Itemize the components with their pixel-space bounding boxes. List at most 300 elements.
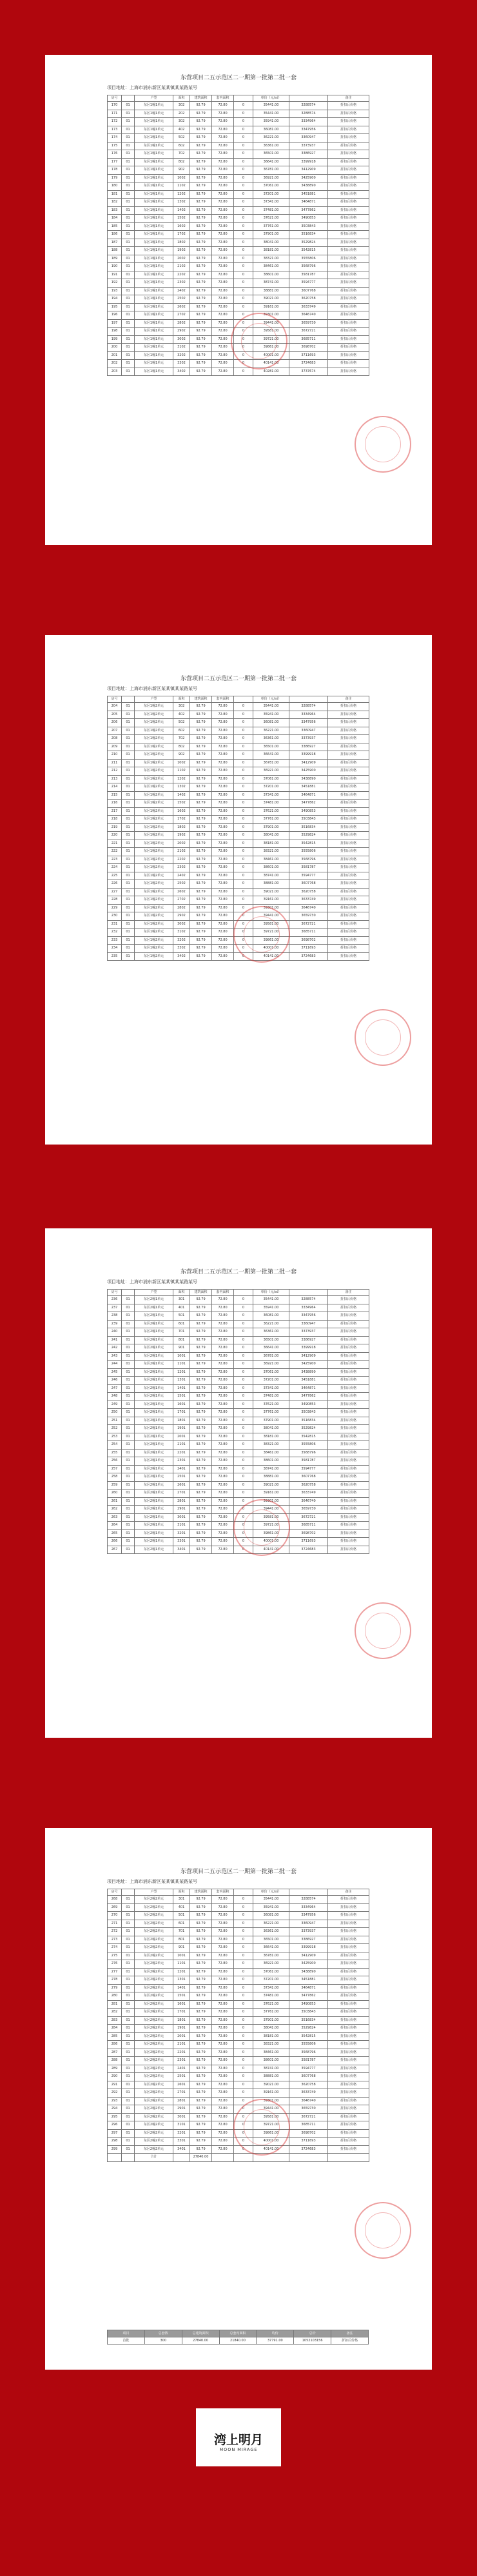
table-cell: 72.80: [212, 791, 234, 800]
table-cell: 272: [108, 1928, 122, 1936]
table-cell: 折扣后价格: [328, 1522, 369, 1530]
table-cell: 501: [173, 1912, 190, 1920]
table-cell: 72.80: [212, 1513, 234, 1522]
column-header: 房号: [108, 1290, 122, 1296]
table-cell: 72.80: [212, 102, 234, 110]
column-header: [234, 696, 253, 703]
table-cell: 72.80: [212, 1296, 234, 1304]
summary-value-cell: 27840.00: [182, 2337, 219, 2345]
table-cell: 92.79: [190, 1417, 212, 1425]
table-cell: 3201: [173, 1529, 190, 1538]
column-header: 户型: [135, 1889, 173, 1896]
table-cell: 折扣后价格: [328, 295, 369, 304]
table-cell: 92.79: [190, 1936, 212, 1944]
column-header: 建筑面积: [190, 1889, 212, 1896]
table-cell: 01: [122, 182, 135, 191]
table-cell: 3594777: [289, 872, 328, 880]
table-cell: 01: [122, 1944, 135, 1952]
table-cell: 37341.00: [253, 199, 289, 207]
table-cell: 72.80: [212, 239, 234, 247]
table-cell: 3101: [173, 1522, 190, 1530]
table-cell: 38181.00: [253, 840, 289, 848]
table-cell: 01: [122, 222, 135, 231]
summary-header-row: [108, 2330, 369, 2337]
table-cell: 3542815: [289, 247, 328, 255]
table-cell: 2801: [173, 2097, 190, 2105]
table-row: [108, 2032, 369, 2041]
table-cell: 3451881: [289, 1377, 328, 1385]
table-cell: 1401: [173, 1384, 190, 1393]
table-cell: 3698702: [289, 936, 328, 945]
table-row: [108, 1441, 369, 1450]
table-cell: 01: [122, 1896, 135, 1904]
table-cell: 72.80: [212, 335, 234, 344]
table-cell: 0: [234, 1952, 253, 1960]
table-cell: 27840.00: [190, 2154, 212, 2162]
table-cell: 01: [122, 206, 135, 215]
table-cell: 3724683: [289, 1546, 328, 1554]
table-cell: 3102: [173, 344, 190, 352]
table-cell: 东区1幢1单元: [135, 150, 173, 159]
table-cell: 38881.00: [253, 880, 289, 889]
table-cell: 39161.00: [253, 1490, 289, 1498]
table-cell: 92.79: [190, 279, 212, 288]
table-cell: 折扣后价格: [328, 823, 369, 832]
table-cell: 92.79: [190, 1896, 212, 1904]
table-cell: 72.80: [212, 1393, 234, 1401]
table-cell: 35441.00: [253, 110, 289, 118]
table-cell: 0: [234, 2129, 253, 2138]
table-cell: 东区2幢1单元: [135, 1497, 173, 1506]
table-cell: 01: [122, 239, 135, 247]
table-cell: 92.79: [190, 2113, 212, 2121]
table-cell: 0: [234, 848, 253, 856]
table-cell: 东区1幢1单元: [135, 182, 173, 191]
table-cell: 39441.00: [253, 1506, 289, 1514]
table-cell: 0: [234, 303, 253, 311]
table-cell: 36781.00: [253, 759, 289, 767]
table-cell: 01: [122, 2129, 135, 2138]
table-cell: 72.80: [212, 864, 234, 872]
table-cell: 3503843: [289, 2009, 328, 2017]
table-cell: 折扣后价格: [328, 2129, 369, 2138]
column-header: 套内面积: [212, 696, 234, 703]
table-cell: 3685711: [289, 929, 328, 937]
table-cell: 72.80: [212, 719, 234, 727]
table-cell: 东区2幢1单元: [135, 1409, 173, 1417]
table-cell: 01: [122, 199, 135, 207]
table-cell: 39861.00: [253, 344, 289, 352]
table-cell: 东区2幢1单元: [135, 1473, 173, 1482]
table-row: [108, 2073, 369, 2081]
table-cell: 01: [122, 2145, 135, 2154]
table-cell: 3288574: [289, 102, 328, 110]
table-cell: 东区2幢2单元: [135, 1952, 173, 1960]
table-cell: 92.79: [190, 775, 212, 783]
table-cell: 72.80: [212, 1920, 234, 1928]
table-cell: 0: [234, 239, 253, 247]
table-cell: 38881.00: [253, 287, 289, 295]
table-cell: 3685711: [289, 335, 328, 344]
table-cell: 72.80: [212, 1546, 234, 1554]
table-cell: 2302: [173, 279, 190, 288]
table-row: [108, 2041, 369, 2049]
table-cell: 241: [108, 1336, 122, 1344]
table-cell: 01: [122, 142, 135, 150]
table-cell: 801: [173, 1336, 190, 1344]
table-cell: 东区1幢1单元: [135, 102, 173, 110]
table-cell: 3568796: [289, 1449, 328, 1457]
table-cell: 3620758: [289, 888, 328, 896]
table-cell: 东区2幢1单元: [135, 1433, 173, 1441]
table-cell: 0: [234, 215, 253, 223]
table-cell: 38181.00: [253, 2032, 289, 2041]
table-cell: 401: [173, 1304, 190, 1312]
table-cell: 92.79: [190, 1976, 212, 1985]
table-cell: 3360947: [289, 1920, 328, 1928]
table-cell: 92.79: [190, 110, 212, 118]
table-cell: 2501: [173, 1473, 190, 1482]
table-cell: 278: [108, 1976, 122, 1985]
table-cell: 01: [122, 920, 135, 929]
table-cell: 东区1幢1单元: [135, 344, 173, 352]
table-cell: 1901: [173, 1425, 190, 1433]
table-cell: 602: [173, 142, 190, 150]
table-row: [108, 1320, 369, 1328]
table-cell: 181: [108, 190, 122, 199]
table-cell: 35441.00: [253, 102, 289, 110]
table-cell: 92.79: [190, 904, 212, 912]
table-row: [108, 1401, 369, 1409]
table-cell: 东区1幢1单元: [135, 311, 173, 320]
table-row: [108, 134, 369, 143]
table-cell: 72.80: [212, 872, 234, 880]
table-cell: 72.80: [212, 2049, 234, 2057]
sheet-subtitle: 项目地址：上海市浦东新区某某镇某某路某号: [107, 1879, 197, 1884]
table-cell: 0: [234, 2089, 253, 2098]
table-cell: 92.79: [190, 1968, 212, 1976]
table-cell: 92.79: [190, 2057, 212, 2065]
table-cell: 2301: [173, 2057, 190, 2065]
table-cell: 折扣后价格: [328, 2145, 369, 2154]
table-cell: 92.79: [190, 759, 212, 767]
table-cell: 72.80: [212, 1409, 234, 1417]
table-cell: 东区2幢1单元: [135, 1401, 173, 1409]
table-cell: 3646740: [289, 2097, 328, 2105]
table-cell: 折扣后价格: [328, 2025, 369, 2033]
table-row: [108, 1920, 369, 1928]
table-cell: 折扣后价格: [328, 319, 369, 328]
table-cell: 39581.00: [253, 920, 289, 929]
table-cell: 折扣后价格: [328, 1513, 369, 1522]
table-cell: 0: [234, 823, 253, 832]
table-cell: 3529824: [289, 1425, 328, 1433]
table-cell: 东区1幢2单元: [135, 896, 173, 905]
moon-mirage-logo: [196, 2408, 281, 2466]
table-cell: 东区2幢2单元: [135, 1903, 173, 1912]
table-cell: 东区1幢1单元: [135, 360, 173, 368]
table-cell: 1702: [173, 231, 190, 239]
table-cell: 01: [122, 1433, 135, 1441]
table-cell: 东区1幢1单元: [135, 158, 173, 166]
table-cell: 39301.00: [253, 2097, 289, 2105]
table-cell: 1802: [173, 239, 190, 247]
table-cell: 39021.00: [253, 2081, 289, 2089]
table-cell: 39581.00: [253, 328, 289, 336]
table-cell: [122, 2154, 135, 2162]
table-cell: 228: [108, 896, 122, 905]
table-cell: 0: [234, 222, 253, 231]
table-cell: 东区1幢2单元: [135, 880, 173, 889]
table-cell: 36361.00: [253, 1328, 289, 1337]
table-cell: 72.80: [212, 1336, 234, 1344]
table-cell: 297: [108, 2129, 122, 2138]
table-cell: 92.79: [190, 295, 212, 304]
table-cell: 191: [108, 271, 122, 279]
table-cell: 0: [234, 1513, 253, 1522]
table-cell: 289: [108, 2065, 122, 2073]
table-cell: 183: [108, 206, 122, 215]
table-cell: 296: [108, 2121, 122, 2130]
table-cell: 折扣后价格: [328, 888, 369, 896]
table-cell: 折扣后价格: [328, 880, 369, 889]
table-cell: 3490853: [289, 1401, 328, 1409]
table-cell: 37621.00: [253, 1401, 289, 1409]
table-cell: 0: [234, 1409, 253, 1417]
table-cell: 折扣后价格: [328, 783, 369, 792]
table-cell: 92.79: [190, 1425, 212, 1433]
table-cell: 276: [108, 1960, 122, 1969]
table-row: [108, 182, 369, 191]
column-header: [122, 696, 135, 703]
table-cell: 72.80: [212, 1944, 234, 1952]
table-row: [108, 295, 369, 304]
table-cell: 01: [122, 2049, 135, 2057]
table-cell: 268: [108, 1896, 122, 1904]
table-cell: 0: [234, 1336, 253, 1344]
table-cell: 3334964: [289, 1903, 328, 1912]
table-cell: 3425900: [289, 1361, 328, 1369]
table-cell: 折扣后价格: [328, 856, 369, 864]
table-cell: 3555806: [289, 848, 328, 856]
table-row: [108, 735, 369, 743]
table-cell: 36221.00: [253, 1320, 289, 1328]
table-cell: 01: [122, 832, 135, 840]
table-cell: 223: [108, 856, 122, 864]
table-cell: 281: [108, 2000, 122, 2009]
table-cell: 261: [108, 1497, 122, 1506]
table-cell: 240: [108, 1328, 122, 1337]
table-cell: 折扣后价格: [328, 2089, 369, 2098]
table-cell: 72.80: [212, 166, 234, 175]
table-cell: 0: [234, 856, 253, 864]
table-cell: 174: [108, 134, 122, 143]
table-cell: 92.79: [190, 368, 212, 376]
table-cell: 38181.00: [253, 1433, 289, 1441]
table-cell: 3412909: [289, 759, 328, 767]
table-cell: 0: [234, 279, 253, 288]
table-cell: 249: [108, 1401, 122, 1409]
table-cell: 3347956: [289, 126, 328, 134]
table-cell: 折扣后价格: [328, 2041, 369, 2049]
table-cell: 0: [234, 896, 253, 905]
table-cell: 折扣后价格: [328, 2097, 369, 2105]
table-cell: 东区1幢1单元: [135, 368, 173, 376]
table-cell: 232: [108, 929, 122, 937]
table-cell: 38881.00: [253, 1473, 289, 1482]
table-row: [108, 743, 369, 751]
table-cell: 折扣后价格: [328, 1384, 369, 1393]
table-cell: 2901: [173, 1506, 190, 1514]
table-cell: 1402: [173, 206, 190, 215]
table-cell: 东区2幢2单元: [135, 2105, 173, 2114]
table-cell: 3672721: [289, 920, 328, 929]
table-cell: 01: [122, 2057, 135, 2065]
table-cell: 东区2幢1单元: [135, 1449, 173, 1457]
table-cell: 01: [122, 351, 135, 360]
table-cell: 258: [108, 1473, 122, 1482]
table-cell: 折扣后价格: [328, 727, 369, 735]
table-cell: 3288574: [289, 1296, 328, 1304]
table-cell: 折扣后价格: [328, 1457, 369, 1466]
table-cell: 72.80: [212, 1352, 234, 1361]
table-cell: 折扣后价格: [328, 368, 369, 376]
table-cell: 72.80: [212, 2041, 234, 2049]
table-cell: 3001: [173, 1513, 190, 1522]
table-cell: 92.79: [190, 2016, 212, 2025]
table-cell: 72.80: [212, 150, 234, 159]
table-cell: 东区2幢2单元: [135, 2065, 173, 2073]
table-cell: 72.80: [212, 816, 234, 824]
table-cell: 3373937: [289, 1328, 328, 1337]
table-cell: 92.79: [190, 255, 212, 263]
table-cell: 2901: [173, 2105, 190, 2114]
price-sheet-page-1: [45, 55, 432, 545]
table-cell: 226: [108, 880, 122, 889]
table-cell: 401: [173, 1903, 190, 1912]
table-cell: 92.79: [190, 222, 212, 231]
table-cell: 东区2幢1单元: [135, 1481, 173, 1490]
table-cell: 0: [234, 743, 253, 751]
table-cell: 35441.00: [253, 703, 289, 711]
table-cell: 折扣后价格: [328, 920, 369, 929]
sheet-title: 东营项目二五示范区二一期第一批第二批一套: [180, 676, 297, 682]
table-cell: 92.79: [190, 2073, 212, 2081]
table-cell: 折扣后价格: [328, 1538, 369, 1546]
table-cell: 2202: [173, 856, 190, 864]
table-cell: 东区1幢1单元: [135, 319, 173, 328]
sheet-subtitle: 项目地址：上海市浦东新区某某镇某某路某号: [107, 85, 197, 90]
column-header: 单价（元/㎡）: [253, 1889, 289, 1896]
table-cell: 3402: [173, 952, 190, 961]
table-cell: 折扣后价格: [328, 1976, 369, 1985]
table-cell: 38321.00: [253, 1441, 289, 1450]
table-cell: 37901.00: [253, 823, 289, 832]
table-cell: 1601: [173, 2000, 190, 2009]
table-row: [108, 791, 369, 800]
table-cell: 37341.00: [253, 1984, 289, 1992]
table-cell: 1801: [173, 2016, 190, 2025]
table-row: [108, 247, 369, 255]
table-cell: 295: [108, 2113, 122, 2121]
table-cell: 3386927: [289, 1336, 328, 1344]
table-cell: 折扣后价格: [328, 2009, 369, 2017]
table-cell: 92.79: [190, 2041, 212, 2049]
table-cell: [212, 2154, 234, 2162]
table-cell: 39861.00: [253, 936, 289, 945]
table-cell: 3477862: [289, 1992, 328, 2001]
table-cell: 37201.00: [253, 1976, 289, 1985]
table-cell: 0: [234, 1538, 253, 1546]
price-sheet-page-3: [45, 1228, 432, 1738]
table-cell: 01: [122, 1457, 135, 1466]
table-cell: 294: [108, 2105, 122, 2114]
table-cell: 01: [122, 1393, 135, 1401]
table-row: [108, 1352, 369, 1361]
table-cell: 1802: [173, 823, 190, 832]
table-row: [108, 1433, 369, 1441]
table-cell: 3581787: [289, 864, 328, 872]
table-cell: 255: [108, 1449, 122, 1457]
table-cell: 702: [173, 150, 190, 159]
table-cell: 01: [122, 2073, 135, 2081]
table-row: [108, 1936, 369, 1944]
table-cell: 92.79: [190, 1457, 212, 1466]
table-cell: 72.80: [212, 344, 234, 352]
table-row: [108, 1952, 369, 1960]
column-header: [289, 95, 328, 102]
table-cell: 折扣后价格: [328, 1984, 369, 1992]
table-cell: 折扣后价格: [328, 912, 369, 921]
table-cell: 37481.00: [253, 1393, 289, 1401]
table-cell: 92.79: [190, 1538, 212, 1546]
table-cell: 3412909: [289, 1952, 328, 1960]
table-cell: 195: [108, 303, 122, 311]
table-cell: 72.80: [212, 904, 234, 912]
table-header-row: [108, 696, 369, 703]
table-cell: 92.79: [190, 263, 212, 271]
table-cell: 3672721: [289, 328, 328, 336]
table-cell: 72.80: [212, 1481, 234, 1490]
table-cell: 01: [122, 1529, 135, 1538]
table-cell: 35941.00: [253, 118, 289, 126]
table-cell: 2301: [173, 1457, 190, 1466]
table-cell: 72.80: [212, 807, 234, 816]
table-cell: 1601: [173, 1401, 190, 1409]
table-cell: 01: [122, 1952, 135, 1960]
table-cell: 折扣后价格: [328, 1401, 369, 1409]
table-cell: 38741.00: [253, 872, 289, 880]
table-cell: 72.80: [212, 295, 234, 304]
table-cell: 273: [108, 1936, 122, 1944]
table-cell: 188: [108, 247, 122, 255]
table-cell: 东区1幢2单元: [135, 711, 173, 719]
table-cell: 折扣后价格: [328, 328, 369, 336]
table-cell: 0: [234, 1401, 253, 1409]
table-cell: 38741.00: [253, 279, 289, 288]
table-cell: 92.79: [190, 1903, 212, 1912]
table-cell: 0: [234, 2097, 253, 2105]
table-cell: 251: [108, 1417, 122, 1425]
table-cell: 0: [234, 263, 253, 271]
table-cell: 3477862: [289, 206, 328, 215]
table-cell: 0: [234, 335, 253, 344]
table-cell: 266: [108, 1538, 122, 1546]
table-cell: 3301: [173, 2138, 190, 2146]
column-header: [122, 95, 135, 102]
table-cell: 2101: [173, 1441, 190, 1450]
column-header: 套内面积: [212, 1889, 234, 1896]
